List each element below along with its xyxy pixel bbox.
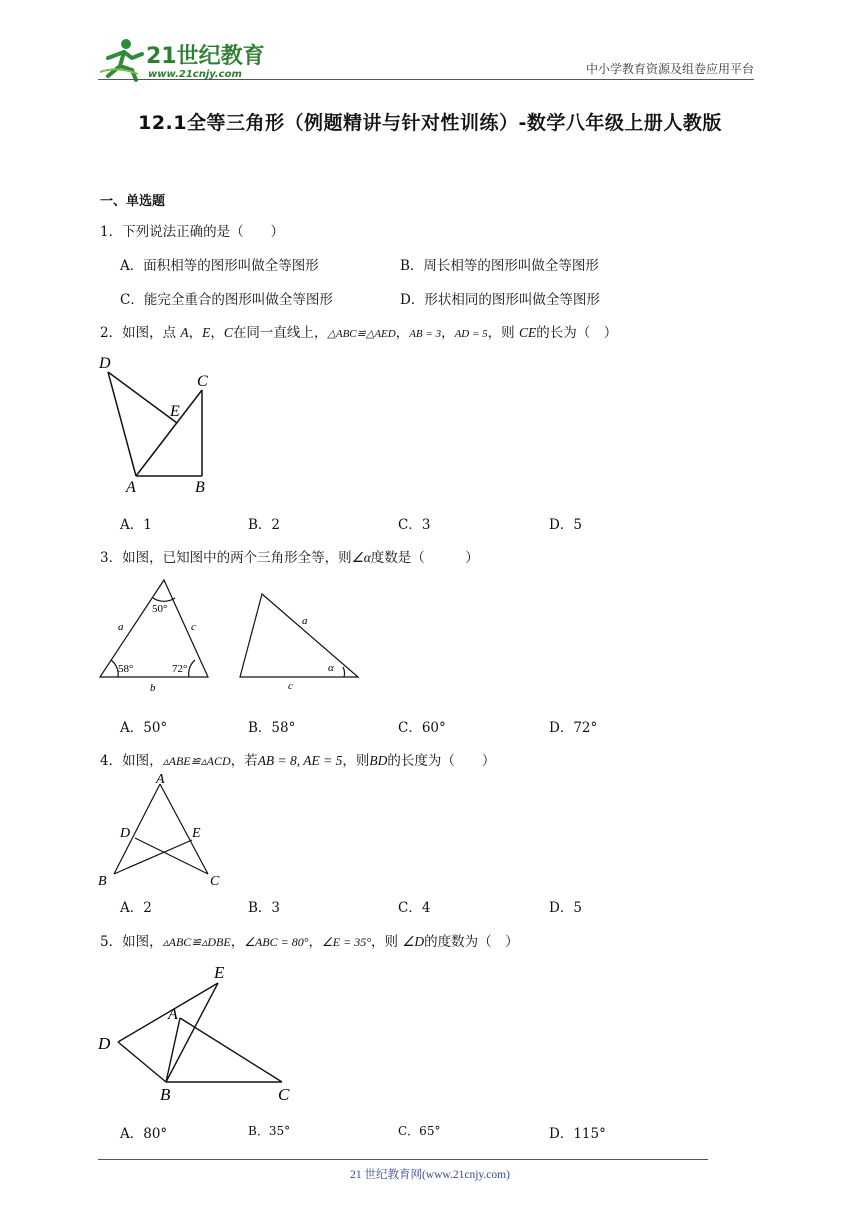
q3-figure xyxy=(96,576,366,700)
svg-text:C: C xyxy=(210,874,220,889)
site-logo xyxy=(98,36,268,82)
q3-option-d: D．72° xyxy=(549,720,598,736)
question-4-stem: 4．如图，▵ABE≌▵ACD，若AB = 8, AE = 5，则BD的长度为（ ） xyxy=(100,753,496,769)
logo-text: 21世纪教育 xyxy=(146,44,265,69)
svg-text:B: B xyxy=(160,1085,171,1104)
svg-text:A: A xyxy=(168,1006,178,1023)
question-5-stem: 5．如图，▵ABC≌▵DBE，∠ABC = 80°，∠E = 35°，则 ∠D的度数为（ ） xyxy=(100,934,519,950)
q2-figure xyxy=(96,352,226,501)
svg-text:72°: 72° xyxy=(172,663,188,675)
question-3-stem: 3．如图，已知图中的两个三角形全等，则∠α度数是（ ） xyxy=(100,550,479,566)
question-2-stem: 2．如图，点 A，E，C在同一直线上，△ABC≌△AED，AB = 3，AD = 5，则 CE的长为（ ） xyxy=(100,325,618,341)
q5-option-c: C．65° xyxy=(398,1124,441,1138)
q5-figure xyxy=(94,960,304,1109)
svg-text:a: a xyxy=(302,615,308,627)
q1-option-b: B．周长相等的图形叫做全等图形 xyxy=(400,258,599,274)
label-e: E xyxy=(170,403,180,420)
q1-option-d: D．形状相同的图形叫做全等图形 xyxy=(400,292,600,308)
header-platform-text: 中小学教育资源及组卷应用平台 xyxy=(585,62,754,76)
q3-option-c: C．60° xyxy=(398,720,446,736)
svg-text:58°: 58° xyxy=(118,663,134,675)
page-title: 12.1全等三角形（例题精讲与针对性训练）-数学八年级上册人教版 xyxy=(138,112,722,134)
footer-link[interactable]: 21 世纪教育网(www.21cnjy.com) xyxy=(350,1169,510,1181)
svg-text:D: D xyxy=(98,1034,111,1053)
svg-text:B: B xyxy=(98,874,107,889)
svg-text:D: D xyxy=(120,826,131,841)
svg-text:b: b xyxy=(150,682,156,694)
svg-text:c: c xyxy=(288,680,293,692)
svg-text:c: c xyxy=(191,621,196,633)
q1-option-a: A．面积相等的图形叫做全等图形 xyxy=(120,258,319,274)
svg-text:E: E xyxy=(192,826,201,841)
svg-text:C: C xyxy=(278,1085,290,1104)
section-heading: 一、单选题 xyxy=(100,194,166,209)
logo-url: www.21cnjy.com xyxy=(148,69,242,80)
svg-text:E: E xyxy=(214,963,225,982)
q4-option-a: A．2 xyxy=(120,900,152,916)
q3-option-a: A．50° xyxy=(120,720,168,736)
q1-option-c: C．能完全重合的图形叫做全等图形 xyxy=(120,292,333,308)
q2-option-d: D．5 xyxy=(549,517,582,533)
q2-option-b: B．2 xyxy=(248,517,281,533)
svg-text:A: A xyxy=(156,772,165,787)
question-1-stem: 1．下列说法正确的是（ ） xyxy=(100,224,285,240)
label-c: C xyxy=(197,373,208,390)
svg-text:α: α xyxy=(328,662,334,674)
q2-option-a: A．1 xyxy=(120,517,152,533)
q2-option-c: C．3 xyxy=(398,517,431,533)
label-a: A xyxy=(126,479,136,496)
header-divider xyxy=(98,79,754,80)
q4-option-b: B．3 xyxy=(248,900,281,916)
footer-divider xyxy=(98,1159,708,1160)
label-d: D xyxy=(99,355,111,372)
label-b: B xyxy=(195,479,205,496)
q3-option-b: B．58° xyxy=(248,720,296,736)
q4-option-c: C．4 xyxy=(398,900,431,916)
q4-figure xyxy=(94,770,224,894)
q4-option-d: D．5 xyxy=(549,900,582,916)
q5-option-b: B．35° xyxy=(248,1124,291,1138)
svg-text:a: a xyxy=(118,621,124,633)
runner-icon xyxy=(100,39,142,80)
q5-option-a: A．80° xyxy=(120,1126,168,1142)
q5-option-d: D．115° xyxy=(549,1126,606,1142)
svg-text:50°: 50° xyxy=(152,603,168,615)
